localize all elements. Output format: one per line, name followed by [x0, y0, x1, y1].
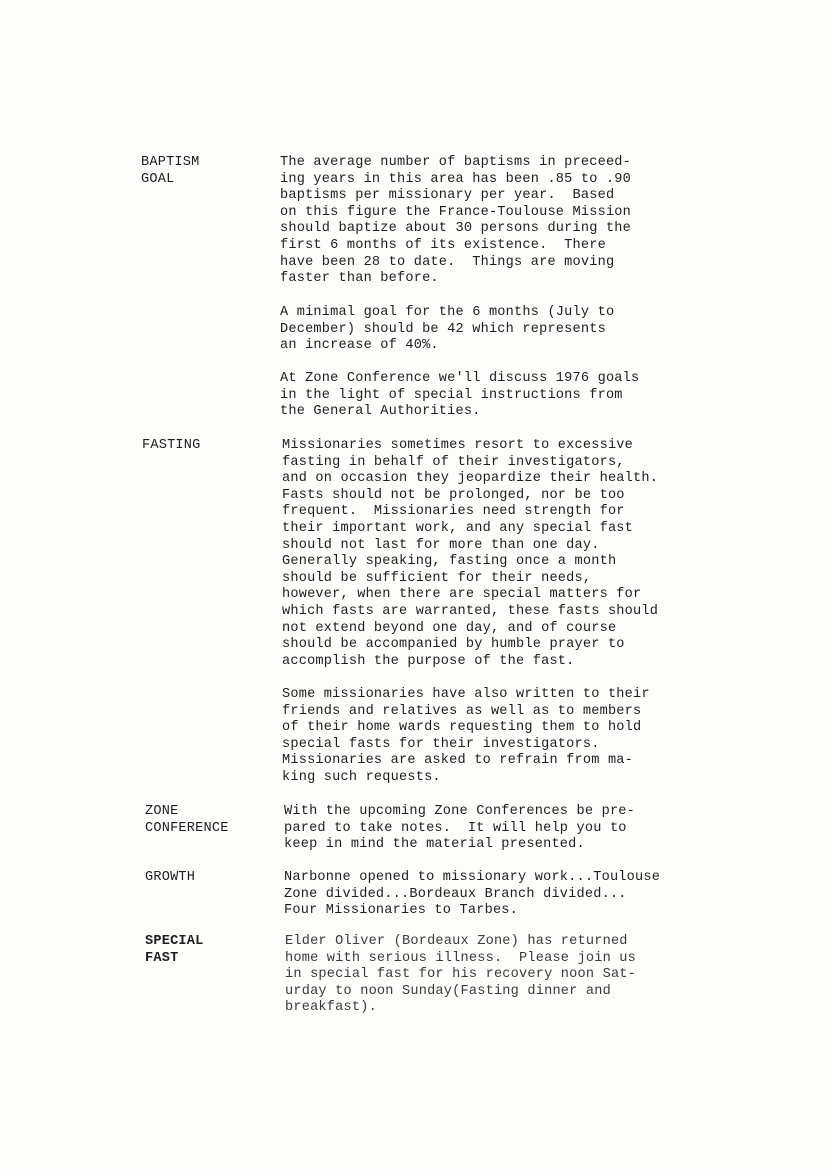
text-line: should baptize about 30 persons during the — [280, 221, 632, 237]
text-line: frequent. Missionaries need strength for — [282, 504, 625, 520]
paragraph — [280, 155, 631, 288]
section-heading — [142, 438, 267, 455]
text-line: urday to noon Sunday(Fasting dinner and — [285, 983, 611, 999]
text-line: not extend beyond one day, and of course — [282, 620, 617, 636]
heading-line: GROWTH — [145, 870, 196, 885]
text-line: accomplish the purpose of the fast. — [282, 653, 575, 669]
text-line: friends and relatives as well as to members — [282, 703, 642, 719]
section-heading — [145, 804, 270, 837]
section-heading — [145, 870, 270, 887]
text-line: At Zone Conference we'll discuss 1976 goals — [280, 371, 640, 386]
text-line: should not last for more than one day. — [282, 537, 600, 553]
section-body — [284, 870, 744, 920]
text-line: Four Missionaries to Tarbes. — [284, 903, 519, 919]
text-line: breakfast). — [285, 1000, 377, 1016]
text-line: home with serious illness. Please join us — [285, 950, 637, 966]
text-line: on this figure the France-Toulouse Mission — [280, 204, 632, 220]
text-line: which fasts are warranted, these fasts should — [282, 603, 659, 619]
text-line: The average number of baptisms in preceed- — [280, 155, 632, 170]
text-line: should be sufficient for their needs, — [282, 570, 592, 586]
heading-line: GOAL — [141, 171, 175, 187]
text-line: A minimal goal for the 6 months (July to — [280, 305, 615, 320]
text-line: however, when there are special matters for — [282, 587, 642, 603]
paragraph — [280, 305, 614, 355]
text-line: With the upcoming Zone Conferences be pre- — [284, 804, 636, 819]
text-line: faster than before. — [280, 271, 439, 287]
heading-line: FASTING — [142, 438, 201, 453]
text-line: special fasts for their investigators. — [282, 736, 600, 752]
text-line: in the light of special instructions from — [280, 387, 623, 403]
text-line: king such requests. — [282, 769, 441, 785]
section-body — [285, 934, 745, 1017]
text-line: Narbonne opened to missionary work...Toulouse — [284, 870, 661, 885]
text-line: in special fast for his recovery noon Sat- — [285, 967, 637, 983]
heading-line: CONFERENCE — [145, 820, 229, 836]
paragraph — [284, 870, 744, 920]
text-line: keep in mind the material presented. — [284, 837, 585, 853]
text-line: Fasts should not be prolonged, nor be too — [282, 487, 625, 503]
text-line: their important work, and any special fast — [282, 520, 634, 536]
text-line: have been 28 to date. Things are moving — [280, 254, 615, 270]
text-line: first 6 months of its existence. There — [280, 237, 606, 253]
text-line: should be accompanied by humble prayer to — [282, 637, 625, 653]
paragraph — [282, 687, 650, 787]
text-line: December) should be 42 which represents — [280, 321, 606, 337]
text-line: ing years in this area has been .85 to .90 — [280, 171, 632, 187]
text-line: the General Authorities. — [280, 404, 481, 420]
section-body — [284, 804, 744, 854]
text-line: Elder Oliver (Bordeaux Zone) has returned — [285, 934, 628, 949]
heading-line: FAST — [145, 950, 179, 966]
heading-line: ZONE — [145, 804, 179, 819]
text-line: and on occasion they jeopardize their health. — [282, 471, 659, 487]
text-line: fasting in behalf of their investigators, — [282, 454, 625, 470]
text-line: baptisms per missionary per year. Based — [280, 188, 615, 204]
heading-line: SPECIAL — [145, 934, 204, 949]
text-line: Missionaries sometimes resort to excessive — [282, 438, 634, 453]
text-line: of their home wards requesting them to hold — [282, 720, 642, 736]
text-line: pared to take notes. It will help you to — [284, 820, 627, 836]
paragraph — [282, 438, 658, 670]
paragraph — [280, 371, 639, 421]
paragraph — [285, 934, 745, 1017]
text-line: Missionaries are asked to refrain from ma- — [282, 753, 634, 769]
text-line: Zone divided...Bordeaux Branch divided... — [284, 886, 627, 902]
text-line: Generally speaking, fasting once a month — [282, 554, 617, 570]
section-heading — [145, 934, 270, 967]
paragraph — [284, 804, 744, 854]
heading-line: BAPTISM — [141, 155, 200, 170]
text-line: Some missionaries have also written to their — [282, 687, 650, 702]
section-heading — [141, 155, 266, 188]
text-line: an increase of 40%. — [280, 338, 439, 354]
